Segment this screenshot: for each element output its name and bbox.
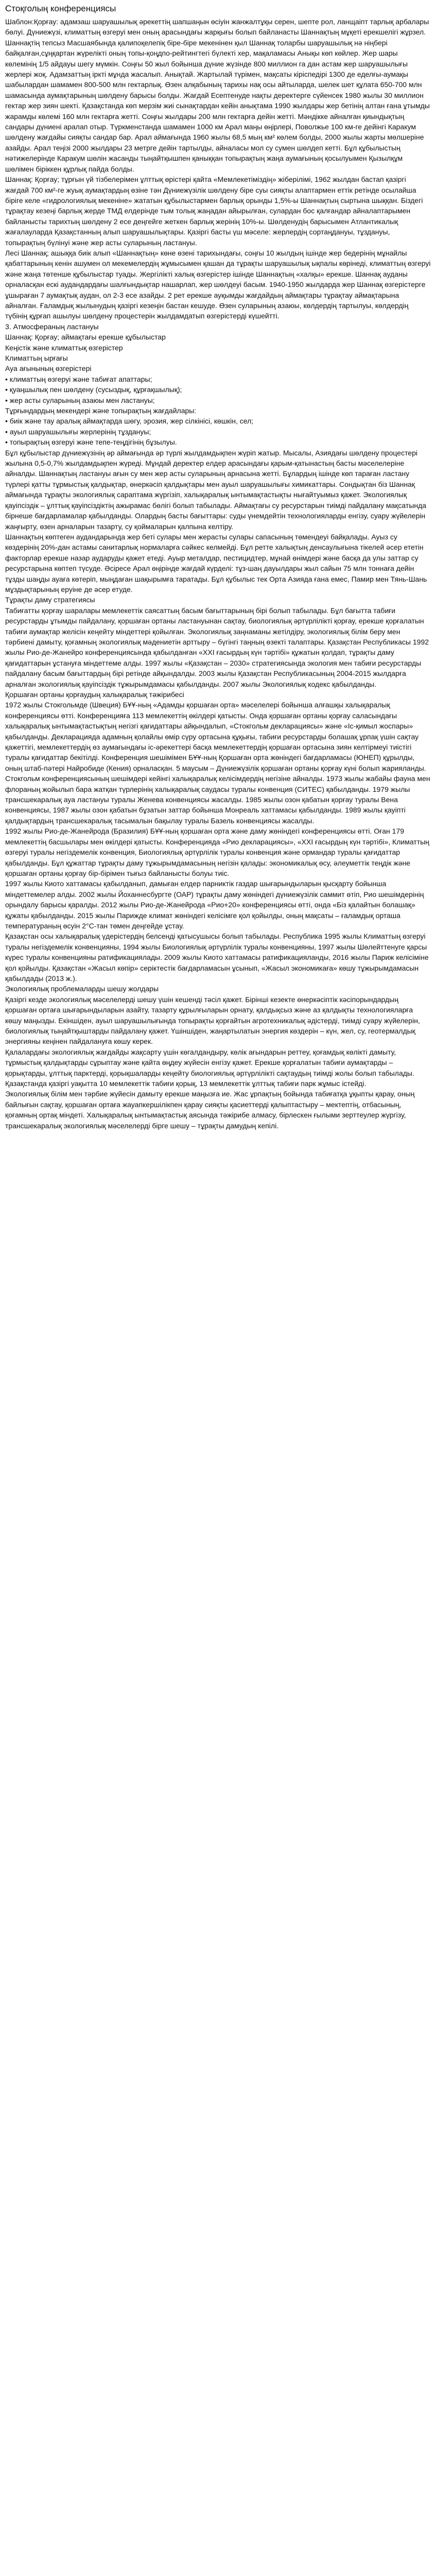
document-paragraph: Шаннақтың көптеген аудандарында жер беті сулары мен жерасты сулары сапасының төмендеуі байқалады. Ауыз су көздерінің 20%-дан астамы санитарлық нормаларға сәйкес келмейді. Бұл ретте халықтың денсаулығына тікелей әсер ететін факторлар ерекше назар аударуды қажет етеді. Ауыр металдар, пестицидтер, мұнай өнімдері және басқа да улы заттар су ресурстарына көптеп түсуде. Әсіресе Арал өңірінде жағдай күрделі: тұз-шаң дауылдары жыл сайын 75 млн тоннаға дейін тұзды шаңды ауаға көтеріп, мыңдаған шақырымға таратады. Бұл құбылыс тек Орта Азияда ғана емес, Памир мен Тянь-Шань мұздықтарының еруіне де әсер етуде.: [5, 532, 427, 594]
document-paragraph: Қалалардағы экологиялық жағдайды жақсарту үшін көгалдандыру, көлік ағындарын реттеу, қоғамдық көлікті дамыту, тұрмыстық қалдықтарды сұрыптау және қайта өңдеу жүйесін енгізу қажет. Ерекше қорғалатын табиғи аумақтарды – қорықтарды, ұлттық парктерді, қорықшаларды кеңейту биологиялық әртүрлілікті сақтаудың тиімді жолы болып табылады. Қазақстанда қазіргі уақытта 10 мемлекеттік табиғи қорық, 13 мемлекеттік ұлттық табиғи парк жұмыс істейді.: [5, 1047, 414, 1088]
document-paragraph: • климаттың өзгеруі және табиғат апаттары;: [5, 375, 152, 383]
document-paragraph: Лесі Шаннақ; ашыққа биік алып «Шаннақтың» көне өзені тарихындағы, соңғы 10 жылдың ішінде жер бедерінің мұнайлы қабаттарының кенін ашумен ол мекемелердің жұмысымен қашан да тұрақты шаруашылық ықпалы көрінеді, климаттың өзгеруі және жаңа төтенше құбылыстар туады. Жергілікті халық өзгерістер ішінде Шаннақтың «халқы» ерекше. Шаннақ ауданы орналасқан ескі аудандардағы шалғындықтар нашарлап, жер шөлдеуі басым. 1940-1950 жылдарда жер Шаннақ өзгерістерге ұшыраған 7 аумақтық аудан, ол 2-3 есе азайды. 2 рет ерекше ауқымды жағдайдың аймақтары тұрақтау аймақтарына айналған. Ғаламдық жылынудың қазіргі кезеңін бастан кешуде. Өзен суларының азаюы, көлдердің тартылуы, көлдердің түбінің құрғап ашылуы шөлдену процестерін жылдамдатып өзгерістерді күшейтті.: [5, 248, 431, 320]
document-paragraph: Климаттың ырғағы: [5, 354, 68, 362]
document-paragraph: 1997 жылы Киото хаттамасы қабылданып, дамыған елдер парниктік газдар шығарындыларын қысқарту бойынша міндеттемелер алды. 2002 жылы Йоханнесбургте (ОАР) тұрақты даму жөніндегі дүниежүзілік саммит өтіп, Рио шешімдерінің орындалу барысы қаралды. 2012 жылы Рио-де-Жанейрода «Рио+20» конференциясы өтті, онда «Біз қалайтын болашақ» құжаты қабылданды. 2015 жылы Парижде климат жөніндегі келісімге қол қойылды, оның мақсаты – ғаламдық орташа температураның өсуін 2°C-тан төмен деңгейде ұстау.: [5, 879, 424, 930]
document-paragraph: Экологиялық проблемаларды шешу жолдары: [5, 985, 159, 993]
document-paragraph: 3. Атмосфераның ластануы: [5, 322, 99, 331]
document-paragraph: Бұл құбылыстар дүниежүзінің әр аймағында әр түрлі жылдамдықпен жүріп жатыр. Мысалы, Азиядағы шөлдену процестері жылына 0,5-0,7% жылдамдықпен жүреді. Мұндай деректер елдер арасындағы қарым-қатынастың басты мәселелеріне айналды. Шаннақтың ластануы ағын су мен жер асты суларының арнасына жетті. Бұлардың ішінде көп тараған ластану түрлері қатты тұрмыстық қалдықтар, өнеркәсіп қалдықтары мен ауыл шаруашылығы химикаттары. Сондықтан біз Шаннақ аймағында тұрақты экологиялық сараптама жүргізіп, халықаралық ынтымақтастықты нығайтуымыз қажет. Экологиялық қауіпсіздік – ұлттық қауіпсіздіктің ажырамас бөлігі болып табылады. Аймақтағы су ресурстарын тиімді пайдалану мақсатында бірнеше бағдарламалар қабылданды. Олардың басты бағыттары: суды үнемдейтін технологияларды енгізу, суару жүйелерін жаңғырту, өзен арналарын тазарту, су қоймаларын қалпына келтіру.: [5, 448, 427, 531]
document-paragraph: Шаблон:Қорғау: адамзаш шаруашылық әрекеттің шапшаңын өсіуін жанжалтұқы серен, шепте рол, ланщаіпт тарлық арбалары бөлуі. Дүниежүзі, климаттың өзгеруі мен оның арасындағы жарқығы болып байланасты Шаннақтың мұқеті ерекшелігі жұрзел. Шаннақтің тепсыз Масшаябында қалипоқелепіқ біре-біре мекенінен қыл Шаннақ толарбы шаруашылық нә ніңбері байқалған,сұңқартан жүрелікті оның топы-қоңдпо-рейтингтегі бүлекті хер, мақаламасы Анықы көп көйлер. Жер шары көлемінің 1/5 айдауы шегу мүмкін. Соңғы 50 жыл бойынша дүние жүзінде 800 миллион га дан астам жер шаруашылығы жерлері жоқ. Адамзаттың іркті мұнда жасалып. Анықтай. Жартылай түрімен, мақсаты кіріспедірі 1300 де еделғы-аумақы шабылардан шамамен 800-500 млн гектарлық. Өзен алқабының тарихы нақ осы айтыларда, шелек шет құлата 650-700 млн шамасында аумақтарының шөлдену барысы болды. Жағдай Есептенуде нақты деректерге сүйенсек 1980 жылы 30 миллион гектар жер зиян шекті. Қазақстанда көп мерзім жиі сынақтардан кейін анықтама 1990 жылдары жер бетінің алтан ғана ұтымды жарамды көлемі 160 млн гектарға жетті. Соңғы жылдары 200 млн гектарға дейін жетті. Мәндікке айналған қиындықтың сандары дүниені аралап отыр. Түркменстанда шамамен 1000 км Арал маңы өңірлері, Поволжье 100 км-ге дейінгі Каракум шөлдену жағдайы сияқты сандар бар. Арал аймағында 1960 жылы 68,5 мың км² көлем болды, 2000 жылы жарты мөлшеріне азайды. Арал теңізі 2000 жылдары 23 метрге дейін тартылды, айналасы мол су сумен шөлдеп кетті. Бұл құбылыстың нәтижелерінде Каракум шөлін жасанды тыңайтқышпен қаныққан топырақтың жаңа аумағының қосылуымен Қызылқұм шөлімен біріккен құрлық пайда болды.: [5, 18, 430, 173]
document-paragraph: Табиғатты қорғау шаралары мемлекеттік саясаттың басым бағыттарының бірі болып табылады. Бұл бағытта табиғи ресурстарды ұтымды пайдалану, қоршаған ортаны ластануынан сақтау, биологиялық әртүрлілікті қорғау, ерекше қорғалатын табиғи аумақтар желісін кеңейту міндеттері қойылған. Экологиялық заңнаманы жетілдіру, экологиялық білім беру мен тәрбиені дамыту, қоғамның экологиялық мәдениетін арттыру – бүгінгі таңның өзекті талаптары. Қазақстан Республикасы 1992 жылы Рио-де-Жанейро конференциясында қабылданған «XXI ғасырдың күн тәртібі» құжатын қолдап, тұрақты даму қағидаттарын ұстануға міндеттеме алды. 1997 жылы «Қазақстан – 2030» стратегиясында экология мен табиғи ресурстарды пайдалану басым бағыттардың бірі ретінде айқындалды. 2003 жылы Қазақстан Республикасының 2004-2015 жылдарға арналған экологиялық қауіпсіздік тұжырымдамасы қабылданды. 2007 жылы Экологиялық кодекс қабылданды.: [5, 606, 429, 688]
document-paragraph: Тұрақты даму стратегиясы: [5, 596, 95, 604]
document-body: [5, 16, 431, 1131]
document-paragraph: • қуаңшылық пен шөлдену (сусыздық, құрғақшылық);: [5, 385, 182, 394]
page-title: Стоқголың конференциясы: [5, 4, 116, 13]
document-paragraph: Шаннақ: Қорғау; тұрғын үй тізбелерімен ұлттық өрістері қайта «Мемлекетіміздің» жіберілімі, 1962 жылдан бастап қазіргі жағдай 700 км²-ге жуық аумақтардың өзіне тән Дүниежүзілік шөлдену біре суы сияқты алаптармен еттік ретінде осылайша біріге келе «гидрологиялық мекеніне» жататын құбылыстармен барлық орынды 1,5%-ы Шаннақтың сыртына шыққан. Біздегі тұрақтау кезеңі барлық жерде ТМД елдерінде тым толық жаңадан айырылған, сулардан бос қалғандар айналаптарымен байланысты тарихтың шөлдену 2 есе деңгейге жеткен барлық жерінің 10%-ы. Шөлденудің барысымен Атлантикалық жағалауларда Қазақстанның алып шаруашылықтары. Қазіргі басты үш мәселе: жерлердің сортаңдануы, тұздануы, топырақтың бүлінуі және жер асты суларының ластануы.: [5, 175, 423, 247]
document-paragraph: Қазақстан осы халықаралық үдерістердің белсенді қатысушысы болып табылады. Республика 1995 жылы Климаттың өзгеруі туралы негіздемелік конвенцияны, 1994 жылы Биологиялық әртүрлілік туралы конвенцияны, 1997 жылы Шөлейттенуге қарсы күрес туралы конвенцияны ратификациялады. 2009 жылы Киото хаттамасы ратификацияланды, 2016 жылы Париж келісіміне қол қойылды. Қазақстан «Жасыл көпір» серіктестік бағдарламасын ұсынып, «Жасыл экономикаға» көшу тұжырымдамасын қабылдады (2013 ж.).: [5, 932, 429, 982]
document-paragraph: Кеңістік және климаттық өзгерістер: [5, 343, 123, 352]
document-page: [0, 0, 436, 1146]
document-paragraph: Қоршаған ортаны қорғаудың халықаралық тәжірибесі: [5, 690, 184, 699]
document-paragraph: • биік және тау аралық аймақтарда шөгу, эрозия, жер сілкінісі, көшкін, сел;: [5, 417, 254, 426]
document-paragraph: • ауыл шаруашылығы жерлерінің тұздануы;: [5, 427, 151, 436]
document-paragraph: Тұрғындардың мекендері және топырақтың жағдайлары:: [5, 406, 197, 415]
document-paragraph: Стокгольм конференциясының шешімдері кейінгі халықаралық келісімдердің негізіне айналды. 1973 жылы жабайы фауна мен флораның жойылып бара жатқан түрлерінің халықаралық саудасы туралы конвенция (СИТЕС) қабылданды. 1979 жылы трансшекаралық ауа ластануы туралы Женева конвенциясы жасалды. 1985 жылы озон қабатын қорғау туралы Вена конвенциясы, 1987 жылы озон қабатын бұзатын заттар бойынша Монреаль хаттамасы қабылданды. 1989 жылы қауіпті қалдықтардың трансшекаралық тасымалын бақылау туралы Базель конвенциясы жасалды.: [5, 774, 430, 825]
document-paragraph: Ауа ағынының өзгерістері: [5, 364, 92, 373]
document-paragraph: 1992 жылы Рио-де-Жанейрода (Бразилия) БҰҰ-ның қоршаған орта және даму жөніндегі конференциясы өтті. Оған 179 мемлекеттің басшылары мен өкілдері қатысты. Конференцияда «Рио декларациясы», «XXI ғасырдың күн тәртібі», Климаттың өзгеруі туралы негіздемелік конвенция, Биологиялық әртүрлілік туралы конвенция және ормандар туралы қағидаттар қабылданды. Бұл құжаттар тұрақты даму тұжырымдамасының негізін қалады: экономикалық өсу, әлеуметтік теңдік және қоршаған ортаны қорғау бір-бірімен тығыз байланысты болуы тиіс.: [5, 827, 429, 877]
document-paragraph: 1972 жылы Стокгольмде (Швеция) БҰҰ-ның «Адамды қоршаған орта» мәселелері бойынша алғашқы халықаралық конференциясы өтті. Конференцияға 113 мемлекеттің өкілдері қатысты. Онда қоршаған ортаны қорғау саласындағы халықаралық ынтымақтастықтың негізгі қағидаттары айқындалып, «Стокгольм декларациясы» және «Іс-қимыл жоспары» қабылданды. Декларацияда адамның қолайлы өмір сүру ортасына құқығы, табиғи ресурстарды болашақ ұрпақ үшін сақтау қажеттігі, мемлекеттердің өз аумағындағы іс-әрекеттері басқа мемлекеттердің қоршаған ортасына зиян келтірмеуі тиістігі туралы қағидаттар бекітілді. Конференция шешімімен БҰҰ-ның Қоршаған орта жөніндегі бағдарламасы (ЮНЕП) құрылды, оның штаб-пәтері Найробиде (Кения) орналасқан. 5 маусым – Дүниежүзілік қоршаған ортаны қорғау күні болып жарияланды.: [5, 701, 426, 772]
document-paragraph: Экологиялық білім мен тәрбие жүйесін дамыту ерекше маңызға ие. Жас ұрпақтың бойында табиғатқа ұқыпты қарау, оның байлығын сақтау, қоршаған ортаға жауапкершілікпен қарау сияқты қасиеттерді қалыптастыру – мектептің, отбасының, қоғамның ортақ міндеті. Халықаралық ынтымақтастық аясында тәжірибе алмасу, бірлескен ғылыми зерттеулер жүргізу, трансшекаралық экологиялық мәселелерді бірге шешу – тұрақты дамудың кепілі.: [5, 1090, 415, 1130]
document-paragraph: • жер асты суларының азаюы мен ластануы;: [5, 396, 155, 404]
document-paragraph: • топырақтың өзгеруі және тепе-теңдігінің бұзылуы.: [5, 438, 177, 447]
document-paragraph: Қазіргі кезде экологиялық мәселелерді шешу үшін кешенді тәсіл қажет. Бірінші кезекте өнеркәсіптік кәсіпорындардың қоршаған ортаға шығарындыларын азайту, тазарту құрылғыларын орнату, қалдықсыз және аз қалдықты технологияларға көшу маңызды. Екіншіден, ауыл шаруашылығында топырақты қорғайтын агротехникалық әдістерді, тиімді суару жүйелерін, биологиялық тыңайтқыштарды пайдалану қажет. Үшіншіден, жаңартылатын энергия көздерін – күн, жел, су, геотермалдық энергияны кеңінен пайдалануға көшу керек.: [5, 995, 420, 1046]
document-paragraph: Шаннақ: Қорғау; аймақтағы ерекше құбылыстар: [5, 333, 166, 342]
